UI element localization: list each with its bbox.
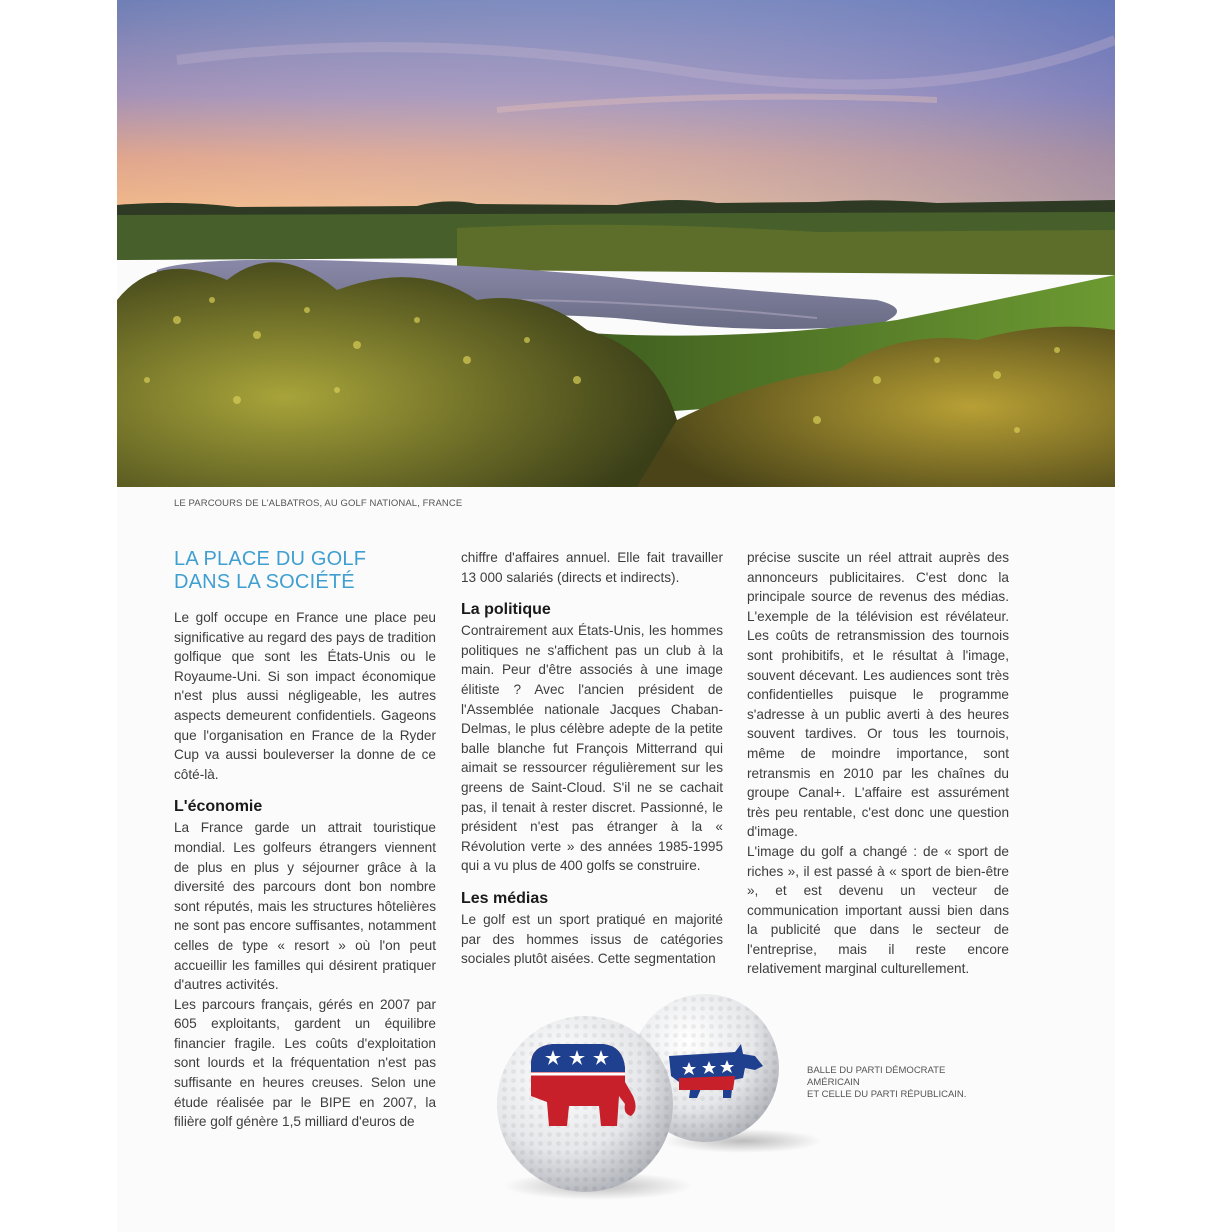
column-1 xyxy=(174,546,436,1132)
medias-paragraph-1-continued: précise suscite un réel attrait auprès des annonceurs publicitaires. C'est donc la principale source de revenus des médias. L'exemple de la télévision est révélateur. Les coûts de retransmission des tournois sont prohibitifs, et le résultat à l'image, souvent décevant. Les audiences sont très confidentielles puisque le programme s'adresse à un public averti à des heures souvent tardives. Or tous les tournois, même de moindre importance, sont retransmis en 2010 par les chaînes du groupe Canal+. L'affaire est assurément très peu rentable, c'est donc une question d'image. xyxy=(747,550,1009,840)
medias-paragraph-1: Le golf est un sport pratiqué en majorité par des hommes issus de catégories sociales plutôt aisées. Cette segmentation xyxy=(461,911,723,967)
magazine-page xyxy=(117,0,1115,1232)
golf-course-photo xyxy=(117,0,1115,487)
economie-heading: L'économie xyxy=(174,798,263,816)
intro-paragraph: Le golf occupe en France une place peu significative au regard des pays de tradition golfique que sont les États-Unis ou le Royaume-Uni. Si son impact économique n'est plus aussi négligeable, les autres aspects demeurent confidentiels. Gageons que l'organisation en France de la Ryder Cup va aussi bouleverser la donne de ce côté-là. xyxy=(174,610,436,782)
politique-heading: La politique xyxy=(461,601,551,619)
medias-heading: Les médias xyxy=(461,889,549,907)
balls-caption xyxy=(807,1065,997,1101)
economie-paragraph-2: Les parcours français, gérés en 2007 par 605 exploitants, gardent un équilibre financier fragile. Les coûts d'exploitation sont lourds et la fréquentation n'est pas suffisante en heures creuses. Selon une étude réalisée par le BIPE en 2007, la filière golf génère 1,5 milliard d'euros de xyxy=(174,996,436,1130)
economie-paragraph-2-continued: chiffre d'affaires annuel. Elle fait travailler 13 000 salariés (directs et indirects). xyxy=(461,550,723,585)
title-line-2: DANS LA SOCIÉTÉ xyxy=(174,571,355,593)
section-title xyxy=(174,548,436,594)
medias-paragraph-2: L'image du golf a changé : de « sport de riches », il est passé à « sport de bien-être », et est devenu un vecteur de communication important aussi bien dans la publicité que dans le secteur de l'entreprise, mais il reste encore relativement marginal culturellement. xyxy=(747,843,1009,977)
balls-caption-line-1: BALLE DU PARTI DÉMOCRATE AMÉRICAIN xyxy=(807,1065,946,1088)
balls-caption-line-2: ET CELLE DU PARTI RÉPUBLICAIN. xyxy=(807,1089,967,1100)
title-line-1: LA PLACE DU GOLF xyxy=(174,548,367,570)
republican-golf-ball xyxy=(497,1016,673,1192)
column-2 xyxy=(461,548,723,969)
politique-paragraph: Contrairement aux États-Unis, les hommes politiques ne s'affichent pas un club à la main. Peur d'être associés à une image élitiste ? Avec l'ancien président de l'Assemblée nationale Jacques Chaban-Delmas, le plus célèbre adepte de la petite balle blanche fut François Mitterrand qui aimait se ressourcer régulièrement sur les greens de Saint-Cloud. S'il ne se cachait pas, il tenait à rester discret. Passionné, le président n'est pas étranger à la « Révolution verte » des années 1985-1995 qui a vu plus de 400 golfs se construire. xyxy=(461,623,723,874)
political-golf-balls-image xyxy=(473,986,833,1206)
photo-caption: LE PARCOURS DE L'ALBATROS, AU GOLF NATIONAL, FRANCE xyxy=(174,498,463,509)
column-3 xyxy=(747,548,1009,979)
economie-paragraph-1: La France garde un attrait touristique mondial. Les golfeurs étrangers viennent de plus en plus y séjourner grâce à la diversité des parcours dont bon nombre sont réputés, mais les structures hôtelières ne sont pas encore suffisantes, notamment celles de type « resort » où l'on peut accueillir les familles qui désirent pratiquer d'autres activités. xyxy=(174,820,436,993)
